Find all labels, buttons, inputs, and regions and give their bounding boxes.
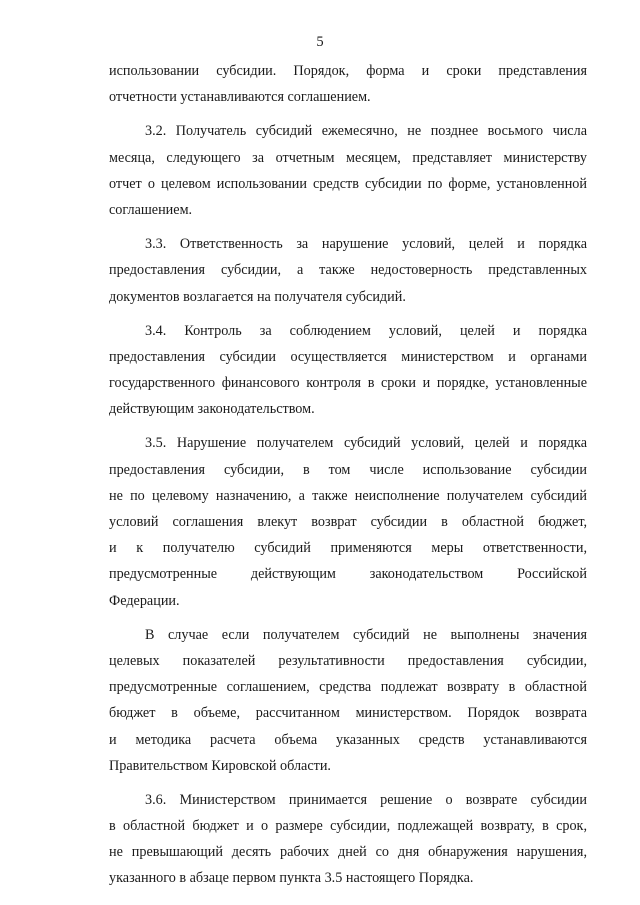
paragraph-gap (109, 614, 587, 622)
paragraph (109, 231, 587, 310)
text-line: предоставления субсидии, в том числе использование субсидии (109, 461, 587, 478)
text-line: государственного финансового контроля в сроки и порядке, установленные (109, 375, 587, 392)
text-line: Правительством Кировской области. (109, 757, 331, 774)
text-line: 3.2. Получатель субсидий ежемесячно, не позднее восьмого числа (145, 123, 587, 140)
text-line: предоставления субсидии осуществляется министерством и органами (109, 348, 587, 365)
text-line: не по целевому назначению, а также неисполнение получателем субсидий (109, 487, 587, 504)
paragraph-gap (109, 223, 587, 231)
text-line: месяца, следующего за отчетным месяцем, представляет министерству (109, 149, 587, 166)
text-line: бюджет в объеме, рассчитанном министерством. Порядок возврата (109, 705, 587, 722)
text-line: в областной бюджет и о размере субсидии, подлежащей возврату, в срок, (109, 818, 587, 835)
paragraph (109, 318, 587, 423)
text-line: 3.6. Министерством принимается решение о возврате субсидии (145, 791, 587, 808)
text-line: предусмотренные соглашением, средства подлежат возврату в областной (109, 679, 587, 696)
text-line: 3.4. Контроль за соблюдением условий, целей и порядка (145, 322, 587, 339)
text-line: Федерации. (109, 592, 180, 609)
document-body (109, 58, 587, 892)
text-line: и методика расчета объема указанных средств устанавливаются (109, 731, 587, 748)
text-line: соглашением. (109, 201, 193, 218)
text-line: документов возлагается на получателя субсидий. (109, 288, 406, 305)
text-line: отчетности устанавливаются соглашением. (109, 89, 371, 106)
text-line: указанного в абзаце первом пункта 3.5 настоящего Порядка. (109, 870, 474, 887)
text-line: и к получателю субсидий применяются меры ответственности, (109, 540, 587, 557)
text-line: использовании субсидии. Порядок, форма и сроки представления (109, 63, 587, 79)
paragraph-gap (109, 422, 587, 430)
paragraph (109, 622, 587, 779)
text-line: В случае если получателем субсидий не выполнены значения (145, 626, 587, 643)
text-line: 3.5. Нарушение получателем субсидий условий, целей и порядка (145, 435, 587, 452)
paragraph (109, 787, 587, 892)
text-line: не превышающий десять рабочих дней со дня обнаружения нарушения, (109, 844, 587, 861)
text-line: условий соглашения влекут возврат субсидии в областной бюджет, (109, 514, 587, 530)
page-number: 5 (316, 34, 324, 50)
text-line: предусмотренные действующим законодательством Российской (109, 566, 587, 583)
paragraph (109, 430, 587, 613)
text-line: отчет о целевом использовании средств субсидии по форме, установленной (109, 175, 587, 192)
text-line: предоставления субсидии, а также недостоверность представленных (109, 262, 587, 279)
text-line: целевых показателей результативности предоставления субсидии, (109, 652, 587, 669)
text-line: действующим законодательством. (109, 401, 315, 418)
paragraph-gap (109, 110, 587, 118)
paragraph-gap (109, 779, 587, 787)
paragraph (109, 118, 587, 223)
paragraph-gap (109, 310, 587, 318)
paragraph (109, 58, 587, 110)
text-line: 3.3. Ответственность за нарушение условий, целей и порядка (145, 236, 587, 253)
